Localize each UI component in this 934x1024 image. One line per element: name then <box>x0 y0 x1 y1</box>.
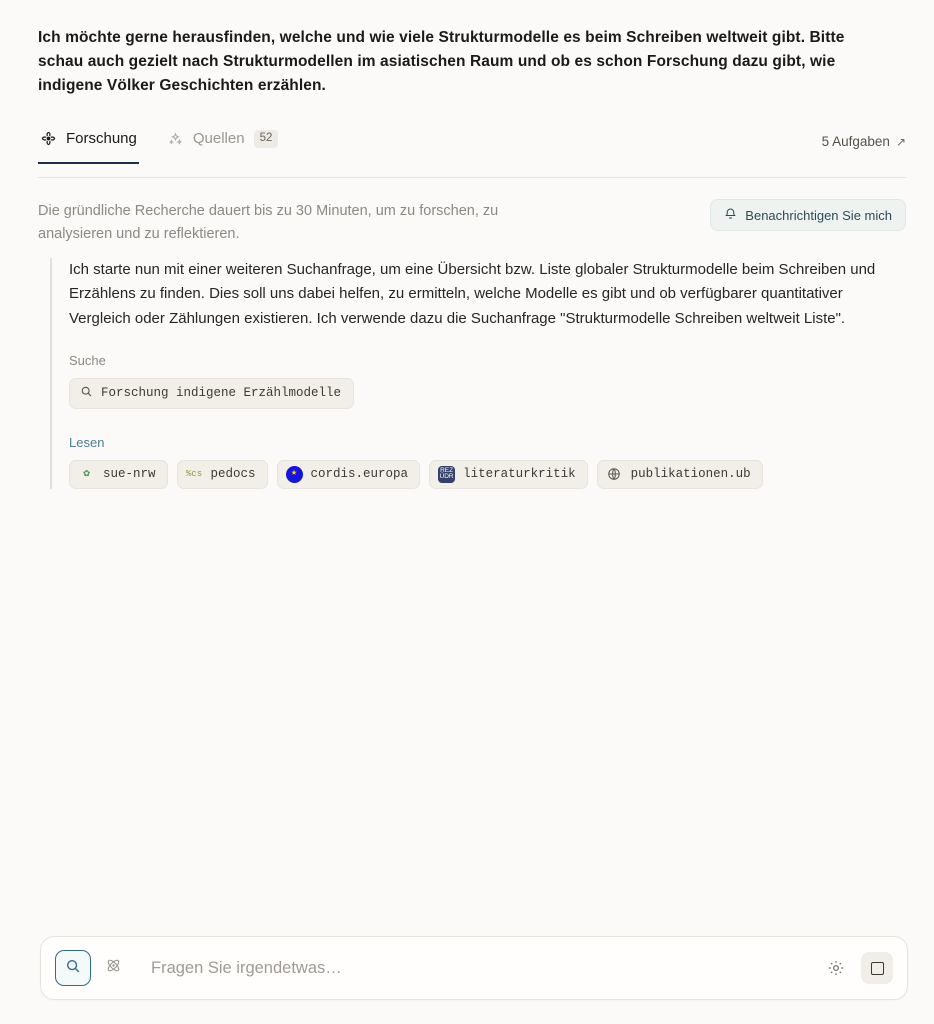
source-chip-label: sue-nrw <box>103 467 156 482</box>
source-chip-sue-nrw[interactable] <box>69 460 168 489</box>
research-flower-icon <box>40 130 57 147</box>
tab-forschung-label: Forschung <box>66 130 137 147</box>
bell-icon <box>724 207 737 223</box>
composer-tools <box>823 952 893 984</box>
source-chip-label: cordis.europa <box>310 467 409 482</box>
source-chip-literaturkritik[interactable] <box>429 460 588 489</box>
cordis-favicon: ★ <box>286 466 303 483</box>
stop-square-icon <box>871 962 884 975</box>
read-chip-row <box>69 460 895 489</box>
read-section-label: Lesen <box>69 434 105 450</box>
source-chip-cordis-europa[interactable] <box>277 460 421 489</box>
message-input[interactable] <box>131 958 823 979</box>
pedocs-favicon: %cs <box>186 466 203 483</box>
external-link-arrow-icon: ↗ <box>895 134 906 149</box>
tabbar <box>38 128 906 178</box>
tasks-label: 5 Aufgaben <box>821 134 890 149</box>
notify-me-label: Benachrichtigen Sie mich <box>745 207 892 223</box>
source-chip-pedocs[interactable] <box>177 460 268 489</box>
agent-thought-text: Ich starte nun mit einer weiteren Suchanfrage, um eine Übersicht bzw. Liste globaler Strukturmodelle beim Schreiben und Erzählens zu finden. Dies soll uns dabei helfen, zu ermitteln, welche Modelle es gibt und ob verfügbarer quantitativer Vergleich oder Zählungen existieren. Ich verwende dazu die Suchanfrage "Strukturmodelle Schreiben weltweit Liste". <box>69 261 876 327</box>
search-mode-button[interactable] <box>55 950 91 986</box>
search-section-label: Suche <box>69 352 106 368</box>
stop-generation-button[interactable] <box>861 952 893 984</box>
source-chip-label: pedocs <box>210 467 256 482</box>
source-chip-label: publikationen.ub <box>630 467 751 482</box>
sue-nrw-favicon: ✿ <box>78 466 95 483</box>
literaturkritik-favicon: REZ ÜDR <box>438 466 455 483</box>
magnifier-icon <box>65 958 81 979</box>
agent-thought-block <box>50 258 895 489</box>
tab-quellen[interactable] <box>165 130 281 164</box>
atom-icon <box>105 957 122 979</box>
atom-mode-button[interactable] <box>95 950 131 986</box>
tab-forschung[interactable] <box>38 130 139 163</box>
tab-list <box>38 128 906 177</box>
magnifier-icon <box>80 385 93 402</box>
tasks-link[interactable] <box>822 134 906 149</box>
research-duration-notice: Die gründliche Recherche dauert bis zu 30 Minuten, um zu forschen, zu analysieren und zu reflektieren. <box>38 203 499 243</box>
search-query-chip[interactable] <box>69 378 354 409</box>
search-chip-row <box>69 378 895 409</box>
notify-me-button[interactable] <box>710 199 906 231</box>
search-query-text: Forschung indigene Erzählmodelle <box>101 386 342 401</box>
sources-sparkle-icon <box>167 130 184 147</box>
sources-count-badge: 52 <box>254 130 279 148</box>
globe-favicon <box>606 466 623 483</box>
composer-bar <box>40 936 908 1000</box>
source-chip-label: literaturkritik <box>463 467 576 482</box>
user-prompt: Ich möchte gerne herausfinden, welche und wie viele Strukturmodelle es beim Schreiben weltweit gibt. Bitte schau auch gezielt nach Strukturmodellen im asiatischen Raum und ob es schon Forschung dazu gibt, wie indigene Völker Geschichten erzählen. <box>38 29 845 95</box>
tab-quellen-label: Quellen <box>192 130 245 148</box>
source-chip-publikationen-ub[interactable] <box>597 460 763 489</box>
gear-icon[interactable] <box>823 955 849 981</box>
